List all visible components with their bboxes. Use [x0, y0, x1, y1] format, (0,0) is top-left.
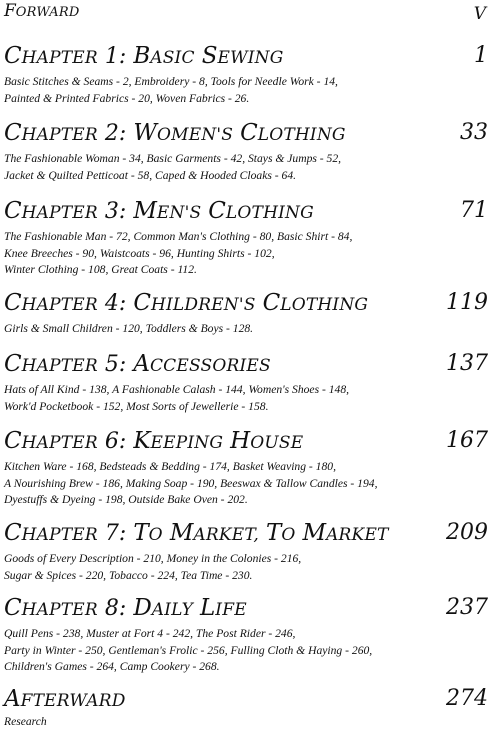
toc-entry-chapter-7 — [4, 520, 496, 584]
toc-entry-chapter-3 — [4, 198, 496, 279]
title-word-initial: C — [240, 120, 258, 146]
section-line: Work'd Pocketbook - 152, Most Sorts of Jewellerie - 158. — [4, 399, 269, 413]
section-line: The Fashionable Woman - 34, Basic Garments - 42, Stays & Jumps - 52, — [4, 152, 342, 165]
chapter-label-rest: HAPTER — [21, 525, 98, 545]
forward-title-initial: F — [4, 1, 16, 21]
chapter-number: 3: — [104, 199, 127, 224]
toc-entry-chapter-2 — [4, 120, 496, 184]
chapter-heading — [4, 520, 496, 548]
chapter-label-rest: HAPTER — [21, 600, 98, 620]
title-word-rest: OMEN'S — [156, 125, 234, 145]
chapter-number: 7: — [104, 521, 127, 546]
afterward-sections — [4, 714, 496, 731]
section-line: Research — [4, 715, 47, 728]
toc-entry-chapter-1 — [4, 43, 496, 107]
chapter-label-initial: C — [4, 351, 22, 377]
chapter-label-rest: HAPTER — [21, 295, 98, 315]
title-word-initial: C — [262, 290, 281, 316]
forward-page-number: V — [473, 4, 486, 24]
forward-title-rest: ORWARD — [15, 5, 80, 20]
toc-entry-chapter-6 — [4, 428, 496, 509]
chapter-label-initial: C — [4, 43, 22, 69]
afterward-heading — [4, 686, 496, 714]
title-word-initial: M — [133, 198, 157, 224]
title-word-initial: T — [133, 520, 149, 546]
toc-entry-forward — [4, 1, 496, 23]
section-line: Children's Games - 264, Camp Cookery - 268. — [4, 660, 220, 673]
section-line: Quill Pens - 238, Muster at Fort 4 - 242, The Post Rider - 246, — [4, 627, 296, 640]
title-word-initial: K — [133, 428, 151, 454]
chapter-number: 4: — [104, 291, 127, 316]
title-word-rest: OUSE — [250, 433, 304, 453]
chapter-page-number: 209 — [446, 520, 488, 545]
chapter-label-initial: C — [4, 198, 22, 224]
title-word-rest: O — [148, 525, 163, 545]
chapter-page-number: 71 — [460, 198, 488, 223]
toc-entry-chapter-8 — [4, 595, 496, 676]
title-word-rest: EWING — [217, 48, 284, 68]
title-word-rest: LOTHING — [225, 203, 314, 223]
chapter-sections — [4, 229, 496, 279]
chapter-sections — [4, 151, 496, 184]
title-word-rest: LOTHING — [280, 295, 369, 315]
chapter-number: 2: — [104, 121, 127, 146]
chapter-label-rest: HAPTER — [21, 125, 98, 145]
chapter-label-initial: C — [4, 428, 22, 454]
section-line: Knee Breeches - 90, Waistcoats - 96, Hunting Shirts - 102, — [4, 246, 275, 260]
section-line: Goods of Every Description - 210, Money in the Colonies - 216, — [4, 552, 302, 565]
chapter-label-rest: HAPTER — [21, 203, 98, 223]
chapter-sections — [4, 321, 496, 338]
chapter-sections — [4, 626, 496, 676]
chapter-sections — [4, 459, 496, 509]
title-word-initial: B — [133, 43, 151, 69]
chapter-heading — [4, 595, 496, 623]
section-line: Winter Clothing - 108, Great Coats - 112. — [4, 263, 197, 276]
section-line: Girls & Small Children - 120, Toddlers & Boys - 128. — [4, 322, 254, 335]
toc-entry-afterward — [4, 686, 496, 731]
title-word-rest: LOTHING — [257, 125, 346, 145]
chapter-number: 1: — [104, 44, 127, 69]
chapter-page-number: 1 — [474, 43, 488, 68]
chapter-heading — [4, 351, 496, 379]
title-word-initial: L — [200, 595, 216, 621]
chapter-sections — [4, 382, 496, 415]
title-word-rest: O — [281, 525, 296, 545]
section-line: Painted & Printed Fabrics - 20, Woven Fabrics - 26. — [4, 91, 250, 105]
section-line: Hats of All Kind - 138, A Fashionable Calash - 144, Women's Shoes - 148, — [4, 383, 350, 396]
section-line: A Nourishing Brew - 186, Making Soap - 190, Beeswax & Tallow Candles - 194, — [4, 476, 378, 490]
afterward-title-rest: FTERWARD — [20, 691, 126, 711]
title-word-rest: HILDREN'S — [150, 295, 256, 315]
title-word-rest: CCESSORIES — [149, 356, 271, 376]
chapter-heading — [4, 43, 496, 71]
title-word-initial: C — [133, 290, 151, 316]
chapter-label-rest: HAPTER — [21, 356, 98, 376]
title-word-rest: ARKET — [326, 525, 389, 545]
chapter-heading — [4, 290, 496, 318]
title-word-rest: EEPING — [150, 433, 224, 453]
chapter-label-initial: C — [4, 120, 22, 146]
chapter-number: 6: — [104, 429, 127, 454]
afterward-title-initial: A — [4, 686, 21, 712]
afterward-page-number: 274 — [446, 686, 488, 711]
title-word-rest: EN'S — [156, 203, 202, 223]
section-line: Sugar & Spices - 220, Tobacco - 224, Tea Time - 230. — [4, 568, 253, 582]
title-word-initial: D — [133, 595, 152, 621]
title-word-initial: H — [230, 428, 251, 454]
title-word-initial: M — [169, 520, 194, 546]
chapter-heading — [4, 120, 496, 148]
section-line: Jacket & Quilted Petticoat - 58, Caped & Hooded Cloaks - 64. — [4, 168, 297, 182]
title-word-rest: IFE — [215, 600, 247, 620]
chapter-label-rest: HAPTER — [21, 48, 98, 68]
chapter-page-number: 119 — [446, 290, 488, 315]
title-word-rest: ASIC — [150, 48, 195, 68]
title-word-initial: S — [201, 43, 218, 69]
title-word-initial: T — [266, 520, 282, 546]
chapter-page-number: 237 — [446, 595, 488, 620]
title-word-initial: C — [208, 198, 226, 224]
section-line: Basic Stitches & Seams - 2, Embroidery - 8, Tools for Needle Work - 14, — [4, 75, 338, 88]
chapter-number: 5: — [104, 352, 127, 377]
title-word-initial: W — [133, 120, 157, 146]
toc-entry-chapter-4 — [4, 290, 496, 338]
chapter-number: 8: — [104, 596, 127, 621]
chapter-page-number: 167 — [446, 428, 488, 453]
chapter-heading — [4, 428, 496, 456]
chapter-page-number: 137 — [446, 351, 488, 376]
chapter-label-initial: C — [4, 520, 22, 546]
chapter-sections — [4, 74, 496, 107]
title-word-initial: M — [302, 520, 327, 546]
title-word-rest: AILY — [151, 600, 193, 620]
section-line: The Fashionable Man - 72, Common Man's Clothing - 80, Basic Shirt - 84, — [4, 230, 353, 243]
title-word-rest: ARKET, — [193, 525, 260, 545]
chapter-sections — [4, 551, 496, 584]
title-word-initial: A — [133, 351, 150, 377]
section-line: Party in Winter - 250, Gentleman's Frolic - 256, Fulling Cloth & Haying - 260, — [4, 643, 373, 657]
chapter-label-initial: C — [4, 290, 22, 316]
toc-entry-chapter-5 — [4, 351, 496, 415]
chapter-page-number: 33 — [460, 120, 488, 145]
section-line: Dyestuffs & Dyeing - 198, Outside Bake Oven - 202. — [4, 493, 248, 506]
forward-heading — [4, 1, 496, 23]
chapter-heading — [4, 198, 496, 226]
chapter-label-rest: HAPTER — [21, 433, 98, 453]
chapter-label-initial: C — [4, 595, 22, 621]
section-line: Kitchen Ware - 168, Bedsteads & Bedding - 174, Basket Weaving - 180, — [4, 460, 336, 473]
